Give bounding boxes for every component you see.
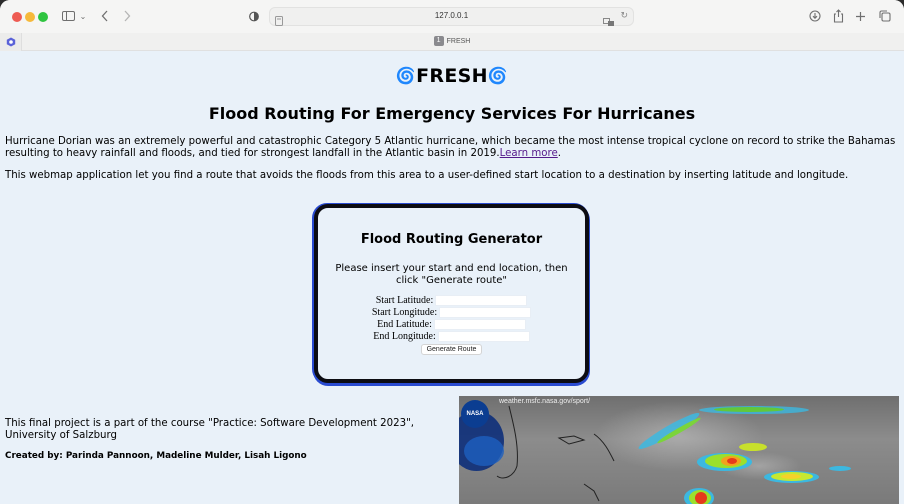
chevron-right-icon[interactable] [121, 8, 133, 24]
credits: Created by: Parinda Pannoon, Madeline Mulder, Lisah Ligono [5, 451, 307, 461]
site-logo [0, 65, 904, 87]
generator-title: Flood Routing Generator [360, 232, 543, 247]
start-longitude-input[interactable] [439, 307, 531, 318]
satellite-watermark: weather.msfc.nasa.gov/sport/ [499, 398, 591, 405]
satellite-image [459, 396, 899, 504]
learn-more-link[interactable]: Learn more [499, 148, 558, 159]
start-longitude-label: Start Longitude: [371, 306, 438, 318]
intro-trailing: . [557, 148, 561, 159]
tab-title: FRESH [446, 37, 471, 45]
address-bar[interactable] [269, 7, 634, 26]
end-latitude-label: End Latitude: [377, 318, 432, 330]
reload-icon[interactable]: ↻ [620, 11, 628, 21]
generate-route-button[interactable]: Generate Route [421, 344, 483, 355]
cyclone-icon: 🌀 [487, 66, 509, 85]
storm-cell [739, 443, 767, 451]
storm-cell [781, 474, 801, 479]
generator-instructions: Please insert your start and end location, then click "Generate route" [335, 263, 568, 286]
download-icon[interactable] [808, 8, 821, 24]
translate-icon[interactable] [603, 12, 615, 31]
chevron-left-icon[interactable] [99, 8, 111, 24]
plus-icon[interactable] [854, 8, 867, 24]
chevron-down-icon[interactable]: ⌄ [79, 11, 87, 21]
start-latitude-row [318, 294, 585, 306]
end-longitude-label: End Longitude: [373, 330, 436, 342]
end-latitude-row [318, 318, 585, 330]
url-text: 127.0.0.1 [434, 11, 469, 20]
course-info: This final project is a part of the course "Practice: Software Development 2023", University of Salzburg [5, 418, 414, 441]
storm-band [714, 407, 784, 412]
browser-toolbar [0, 0, 904, 33]
start-latitude-input[interactable] [435, 295, 527, 306]
start-longitude-row [318, 306, 585, 318]
cyclone-icon: 🌀 [395, 66, 417, 85]
start-latitude-label: Start Latitude: [375, 294, 434, 306]
zoom-window-button[interactable] [38, 12, 48, 22]
storm-cell [727, 458, 737, 464]
end-latitude-input[interactable] [434, 319, 526, 330]
route-generator-panel [314, 204, 589, 383]
close-window-button[interactable] [12, 12, 22, 22]
tab-count-badge: 1 [434, 36, 444, 46]
privacy-shield-icon[interactable] [248, 8, 260, 24]
sidebar-icon[interactable] [61, 8, 75, 24]
satellite-coastlines [459, 396, 899, 504]
logo-text: FRESH [416, 65, 488, 87]
description-paragraph: This webmap application let you find a route that avoids the floods from this area to a user-defined start location to a destination by inserting latitude and longitude. [5, 170, 849, 181]
intro-text: Hurricane Dorian was an extremely powerful and catastrophic Category 5 Atlantic hurricane, which became the most intense tropical cyclone on record to strike the Bahamas resulting to heavy rainfall and floods, and tied for strongest landfall in the Atlantic basin in 2019. [5, 136, 896, 159]
share-icon[interactable] [832, 8, 845, 24]
tab-bar [0, 33, 904, 51]
page-content [0, 51, 904, 504]
end-longitude-row [318, 330, 585, 342]
tab-fresh[interactable] [0, 36, 904, 46]
tabs-overview-icon[interactable] [878, 8, 891, 24]
nasa-logo: NASA [461, 400, 489, 428]
storm-band [829, 466, 851, 471]
page-title: Flood Routing For Emergency Services For Hurricanes [208, 104, 696, 123]
storm-cell [695, 492, 707, 504]
route-form [318, 294, 585, 355]
minimize-window-button[interactable] [25, 12, 35, 22]
end-longitude-input[interactable] [438, 331, 530, 342]
intro-paragraph [5, 136, 900, 160]
